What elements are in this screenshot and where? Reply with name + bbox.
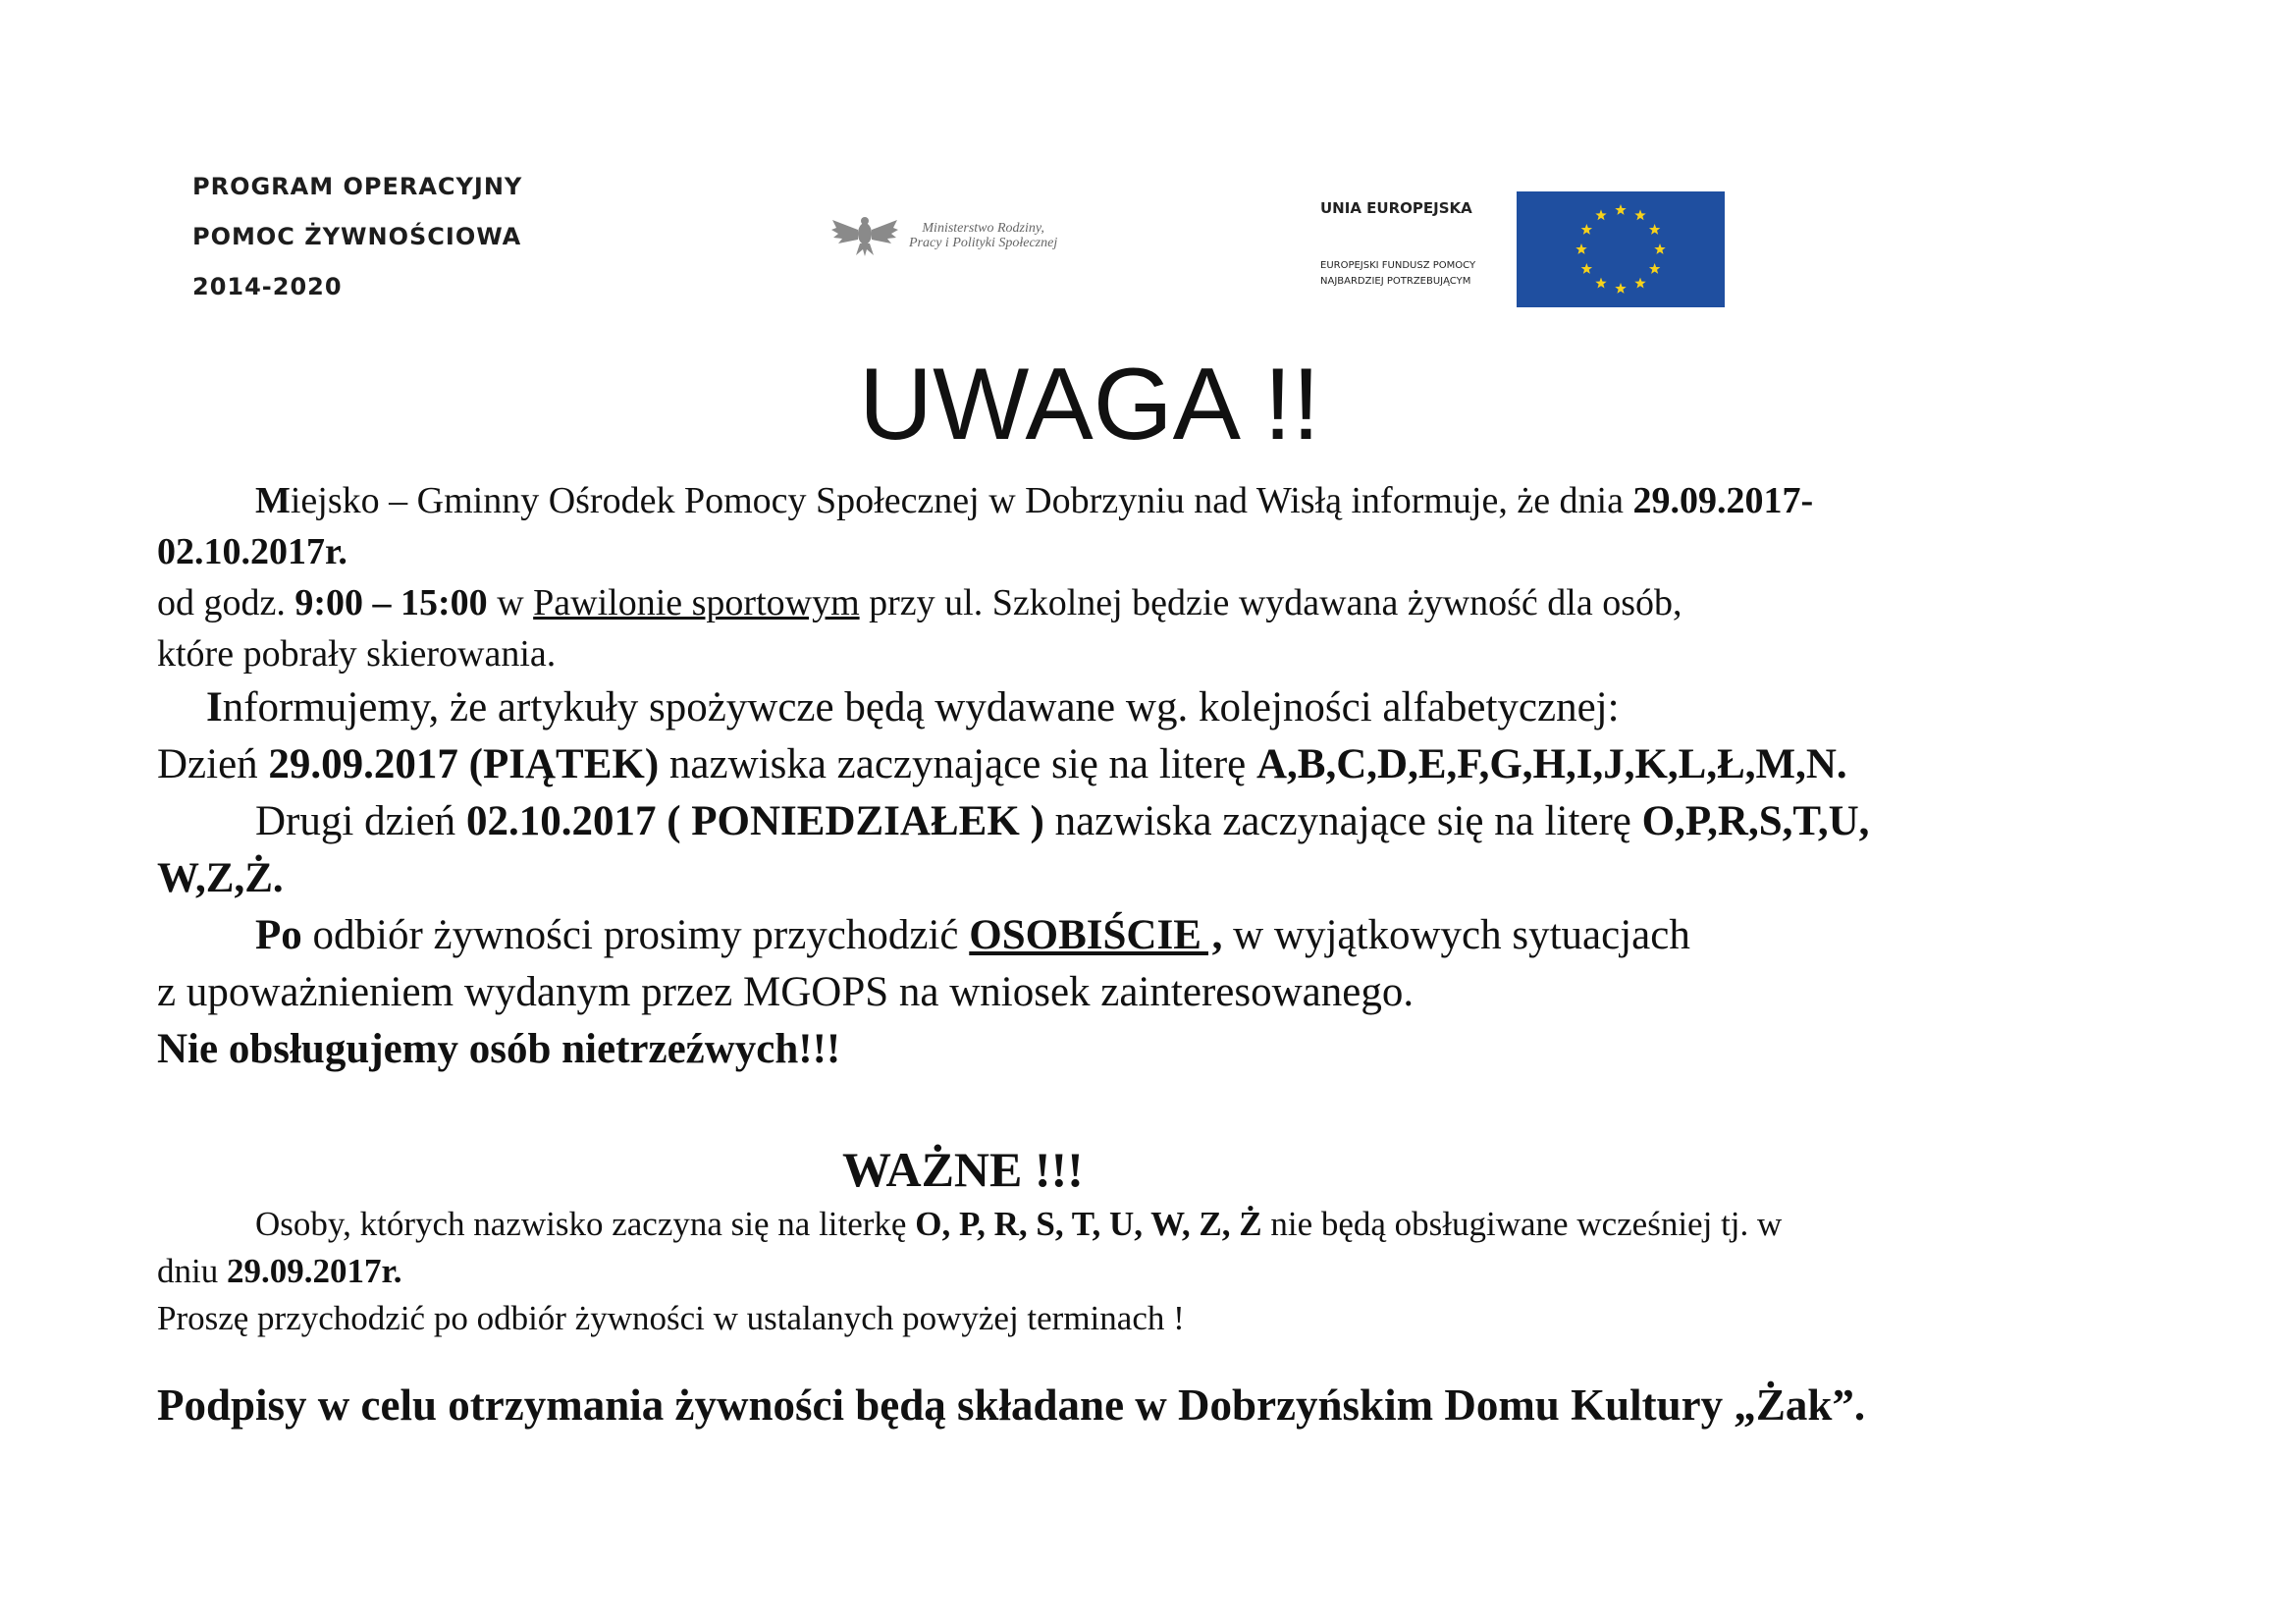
important-date: 29.09.2017r. <box>226 1252 402 1290</box>
page-title: UWAGA !! <box>859 348 1320 461</box>
important-notice <box>157 1201 2179 1342</box>
important-day: dniu <box>157 1252 227 1290</box>
program-line-1: PROGRAM OPERACYJNY <box>192 173 523 200</box>
important-text-rest: nie będą obsługiwane wcześniej tj. w <box>1261 1205 1783 1243</box>
sober-warning-text: Nie obsługujemy osób nietrzeźwych!!! <box>157 1026 841 1072</box>
authorization-line: z upoważnieniem wydanym przez MGOPS na wniosek zainteresowanego. <box>157 969 1415 1015</box>
ministry-line-1: Ministerstwo Rodziny, <box>922 221 1044 236</box>
ministry-line-2: Pracy i Polityki Społecznej <box>909 236 1058 250</box>
pickup-exception: w wyjątkowych sytuacjach <box>1222 912 1690 958</box>
day-two-prefix: Drugi dzień <box>255 798 466 844</box>
eu-fund-name <box>1320 258 1475 290</box>
day-two-date: 02.10.2017 ( PONIEDZIAŁEK ) <box>465 798 1044 844</box>
important-line-1 <box>157 1201 2179 1248</box>
eu-sub-line-2: NAJBARDZIEJ POTRZEBUJĄCYM <box>1320 276 1471 287</box>
day-two-letters: O,P,R,S,T,U, <box>1641 798 1870 844</box>
order-line <box>157 679 2179 736</box>
program-header <box>192 162 522 312</box>
notice-line-1 <box>157 475 2179 526</box>
important-text: Osoby, których nazwisko zaczyna się na literkę <box>255 1205 916 1243</box>
pickup-po: Po <box>255 912 302 958</box>
eu-flag-icon <box>1517 191 1725 307</box>
hours: 9:00 – 15:00 <box>294 582 488 623</box>
ministry-name <box>909 221 1057 250</box>
signatures-notice: Podpisy w celu otrzymania żywności będą składane w Dobrzyńskim Domu Kultury „Żak”. <box>157 1380 1866 1430</box>
eligibility-line: które pobrały skierowania. <box>157 633 557 675</box>
personally: OSOBIŚCIE , <box>969 912 1223 958</box>
location: Pawilonie sportowym <box>533 582 860 623</box>
important-line-2 <box>157 1248 2179 1295</box>
day-two-text: nazwiska zaczynające się na literę <box>1043 798 1642 844</box>
date-range-start: 29.09.2017- <box>1632 480 1814 521</box>
important-letters: O, P, R, S, T, U, W, Z, Ż <box>915 1205 1262 1243</box>
day-one-line <box>157 736 2179 793</box>
day-two-letters-cont: W,Z,Ż. <box>157 855 284 901</box>
eu-logo <box>1320 191 1737 307</box>
date-range-end: 02.10.2017r. <box>157 531 347 572</box>
day-one-date: 29.09.2017 (PIĄTEK) <box>268 741 660 787</box>
dropcap-i: I <box>206 684 223 730</box>
eu-sub-line-1: EUROPEJSKI FUNDUSZ POMOCY <box>1320 260 1476 271</box>
pickup-text: odbiór żywności prosimy przychodzić <box>301 912 970 958</box>
hours-prefix: od godz. <box>157 582 295 623</box>
ministry-logo <box>830 214 1057 257</box>
order-text: nformujemy, że artykuły spożywcze będą wydawane wg. kolejności alfabetycznej: <box>222 684 1620 730</box>
notice-line-2 <box>157 526 2179 577</box>
day-two-line-cont <box>157 850 2179 907</box>
hours-connector: w <box>487 582 534 623</box>
eagle-icon <box>830 214 899 257</box>
pickup-line <box>157 907 2179 964</box>
important-heading: WAŻNE !!! <box>842 1142 1084 1197</box>
day-one-prefix: Dzień <box>157 741 269 787</box>
day-one-text: nazwiska zaczynające się na literę <box>659 741 1256 787</box>
day-two-line <box>157 793 2179 850</box>
eu-title: UNIA EUROPEJSKA <box>1320 199 1472 217</box>
location-rest: przy ul. Szkolnej będzie wydawana żywność dla osób, <box>859 582 1682 623</box>
program-line-2: POMOC ŻYWNOŚCIOWA <box>192 223 522 250</box>
important-line-3: Proszę przychodzić po odbiór żywności w ustalanych powyżej terminach ! <box>157 1299 1185 1337</box>
main-notice <box>157 475 2179 1078</box>
notice-text: iejsko – Gminny Ośrodek Pomocy Społecznej w Dobrzyniu nad Wisłą informuje, że dnia <box>290 480 1633 521</box>
program-line-3: 2014-2020 <box>192 273 343 300</box>
day-one-letters: A,B,C,D,E,F,G,H,I,J,K,L,Ł,M,N. <box>1255 741 1847 787</box>
dropcap-m: M <box>255 480 291 521</box>
sober-warning <box>157 1021 2179 1078</box>
hours-line <box>157 577 2179 628</box>
